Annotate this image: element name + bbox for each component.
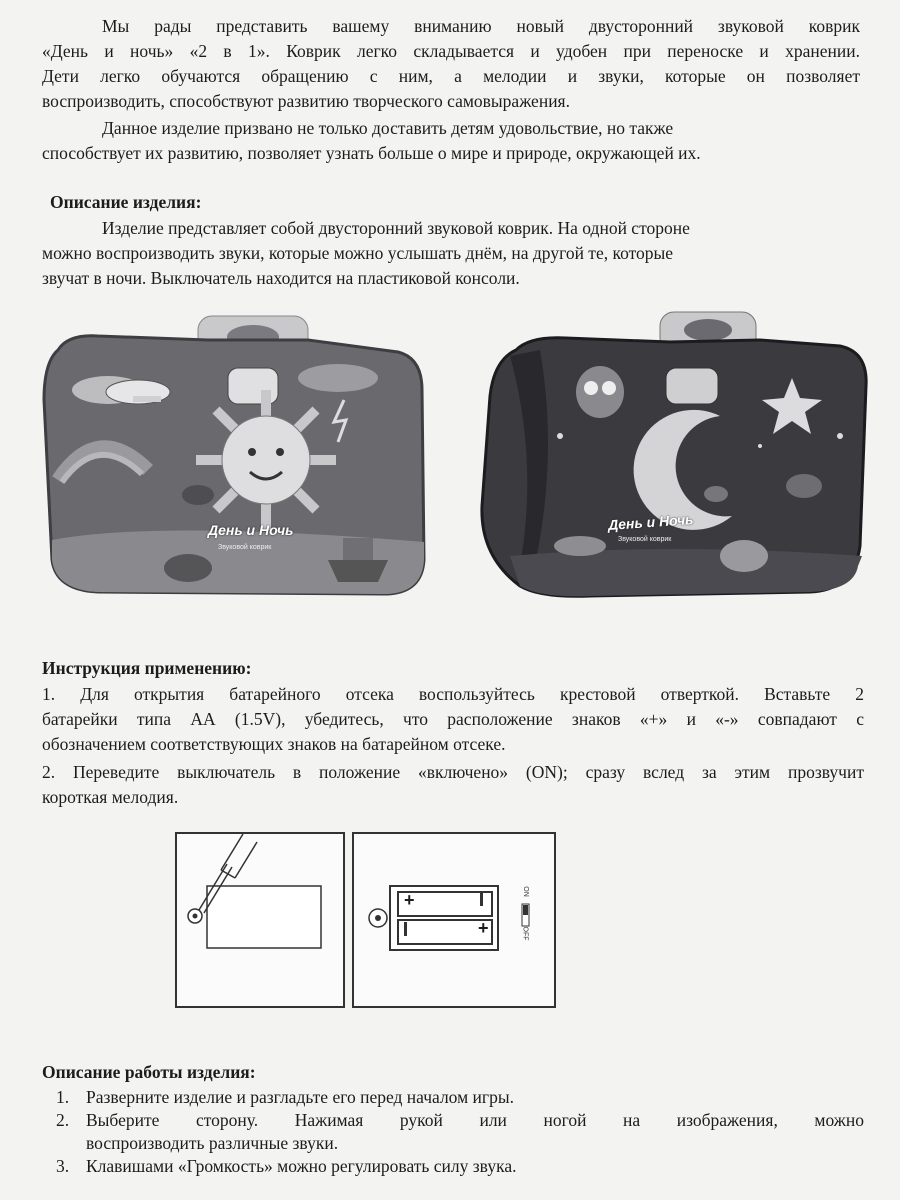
day-mat-title: День и Ночь xyxy=(208,522,294,538)
list-item: 1. Разверните изделие и разгладьте его перед началом игры. xyxy=(56,1087,514,1107)
battery-top-minus-sign xyxy=(480,888,483,909)
instruction-heading: Инструкция применению: xyxy=(42,658,252,678)
day-mat-subtitle: Звуковой коврик xyxy=(218,544,272,551)
intro-paragraph-2 xyxy=(42,116,842,166)
list-item: 2. Выберите сторону. Нажимая рукой или ногой на изображения, можно воспроизводить различные звуки. xyxy=(56,1110,864,1153)
battery-bottom-minus-sign xyxy=(404,922,407,941)
text-line: обозначением соответствующих знаков на батарейном отсеке. xyxy=(42,734,506,754)
night-mat-image xyxy=(470,306,874,606)
text-line: звучат в ночи. Выключатель находится на пластиковой консоли. xyxy=(42,268,520,288)
battery-top-plus-sign: + xyxy=(404,890,415,910)
text-line: Дети легко обучаются обращению с ним, а мелодии и звуки, которые он позволяет xyxy=(42,66,860,86)
text-line: способствует их развитию, позволяет узнать больше о мире и природе, окружающей их. xyxy=(42,143,701,163)
night-mat-subtitle: Звуковой коврик xyxy=(618,536,672,543)
text-line: короткая мелодия. xyxy=(42,787,179,807)
switch-on-label: ON xyxy=(521,886,529,897)
diagram-screwdriver-panel xyxy=(175,832,345,1008)
day-mat-image xyxy=(38,310,430,602)
intro-paragraph-1 xyxy=(42,14,860,114)
instruction-item-1 xyxy=(42,682,864,757)
screwdriver-illustration xyxy=(177,834,343,1006)
text-line: воспроизводить, способствуют развитию творческого самовыражения. xyxy=(42,91,570,111)
text-line: «День и ночь» «2 в 1». Коврик легко складывается и удобен при переноске и хранении. xyxy=(42,41,860,61)
list-item: 3. Клавишами «Громкость» можно регулировать силу звука. xyxy=(56,1156,517,1176)
operation-steps-list xyxy=(42,1086,864,1178)
instruction-item-2 xyxy=(42,760,864,810)
text-line: Мы рады представить вашему вниманию новый двусторонний звуковой коврик xyxy=(102,16,860,36)
text-line: 2. Переведите выключатель в положение «включено» (ON); сразу вслед за этим прозвучит xyxy=(42,762,864,782)
night-mat-title: День и Ночь xyxy=(607,511,694,533)
text-line: Изделие представляет собой двусторонний звуковой коврик. На одной стороне xyxy=(102,218,690,238)
diagram-battery-panel xyxy=(352,832,556,1008)
text-line: Данное изделие призвано не только доставить детям удовольствие, но также xyxy=(102,118,674,138)
battery-bottom-plus-sign: + xyxy=(478,918,489,938)
text-line: батарейки типа АА (1.5V), убедитесь, что расположение знаков «+» и «-» совпадают с xyxy=(42,709,864,729)
switch-off-label: OFF xyxy=(521,926,529,941)
description-paragraph xyxy=(42,216,832,291)
description-heading: Описание изделия: xyxy=(50,192,202,212)
operation-heading: Описание работы изделия: xyxy=(42,1062,256,1082)
text-line: можно воспроизводить звуки, которые можно услышать днём, на другой те, которые xyxy=(42,243,674,263)
text-line: 1. Для открытия батарейного отсека воспользуйтесь крестовой отверткой. Вставьте 2 xyxy=(42,684,864,704)
